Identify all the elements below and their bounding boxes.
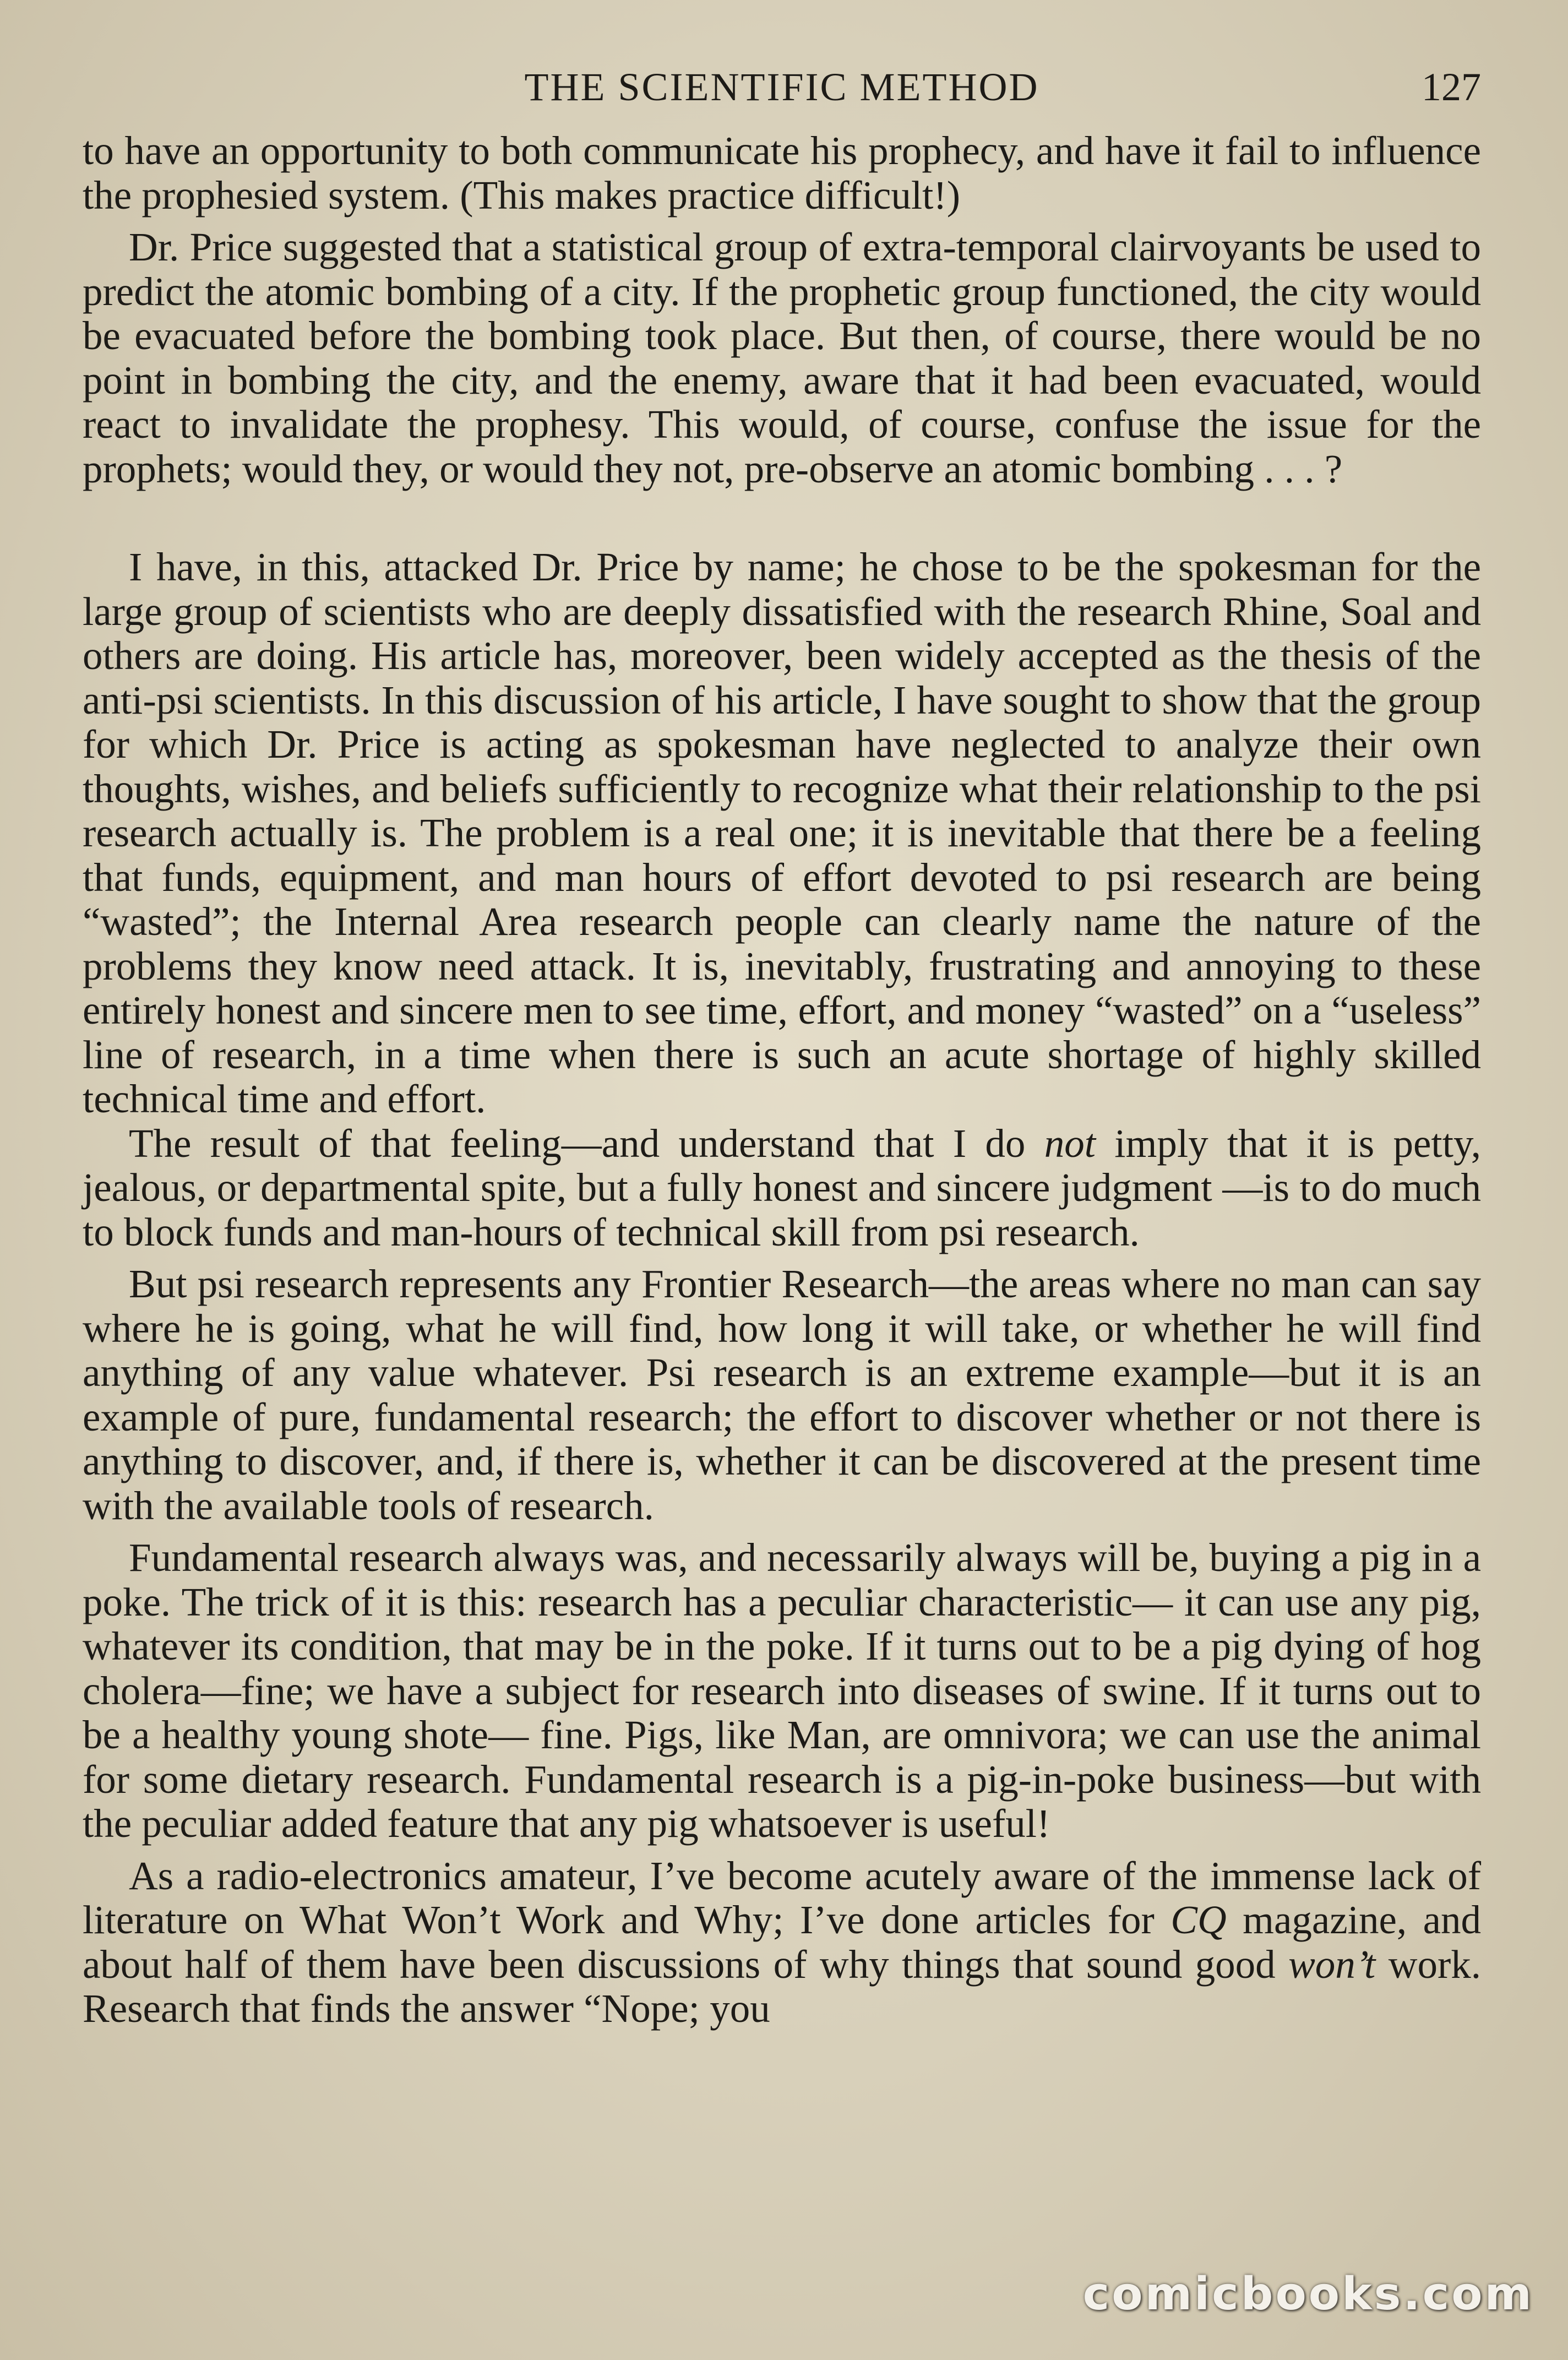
text-run: The result of that feeling—and understand that I do (129, 1121, 1044, 1166)
watermark: comicbooks.com (1082, 2268, 1534, 2320)
emphasis: not (1044, 1121, 1096, 1166)
text-run: Fundamental research always was, and necessarily always will be, buying a pig in a poke. The trick of it is this: research has a peculiar characteristic— it can use any pig, whatever its condition, that may be in the poke. If it turns out to be a pig dying of hog cholera—fine; we have a subject for research into diseases of swine. If it turns out to be a healthy young shote— fine. Pigs, like Man, are omnivora; we can use the animal for some dietary research. Fundamental research is a pig-in-poke business—but with the peculiar added feature that any pig whatsoever is useful! (83, 1535, 1481, 1846)
text-run: magazine, and about half of them have been discussions of why things that sound good (83, 1897, 1481, 1987)
text-run: Dr. Price suggested that a statistical group of extra-temporal clairvoyants be used to predict the atomic bombing of a city. If the prophetic group functioned, the city would be evacuated before the bombing took place. But then, of course, there would be no point in bombing the city, and the enemy, aware that it had been evacuated, would react to invalidate the prophesy. This would, of course, confuse the issue for the prophets; would they, or would they not, pre-observe an atomic bombing . . . ? (83, 225, 1481, 491)
paragraph-7 (83, 1854, 1481, 2031)
paragraph-4 (83, 1122, 1481, 1255)
paragraph-5 (83, 1262, 1481, 1528)
page-header (83, 59, 1481, 115)
running-head: THE SCIENTIFIC METHOD (524, 65, 1039, 109)
paragraph-3 (83, 545, 1481, 1122)
text-run: work. Research that finds the answer “Nope; you (83, 1942, 1482, 2031)
text-run: But psi research represents any Frontier Research—the areas where no man can say where he is going, what he will find, how long it will take, or whether he will find anything of any value whatever. Psi research is an extreme example—but it is an example of pure, fundamental research; the effort to discover whether or not there is anything to discover, and, if there is, whether it can be discovered at the present time with the available tools of research. (83, 1261, 1481, 1528)
paragraph-6 (83, 1536, 1481, 1846)
paragraph-2 (83, 225, 1481, 491)
body-text (83, 129, 1481, 2031)
emphasis: won’t (1288, 1942, 1376, 1987)
paragraph-1 (83, 129, 1481, 217)
text-run: As a radio-electronics amateur, I’ve become acutely aware of the immense lack of literature on What Won’t Work and Why; I’ve done articles for (83, 1853, 1481, 1942)
text-run: I have, in this, attacked Dr. Price by name; he chose to be the spokesman for the large group of scientists who are deeply dissatisfied with the research Rhine, Soal and others are doing. His article has, moreover, been widely accepted as the thesis of the anti-psi scientists. In this discussion of his article, I have sought to show that the group for which Dr. Price is acting as spokesman have neglected to analyze their own thoughts, wishes, and beliefs sufficiently to recognize what their relationship to the psi research actually is. The problem is a real one; it is inevitable that there be a feeling that funds, equipment, and man hours of effort devoted to psi research are being “wasted”; the Internal Area research people can clearly name the nature of the problems they know need attack. It is, inevitably, frustrating and annoying to these entirely honest and sincere men to see time, effort, and money “wasted” on a “useless” line of research, in a time when there is such an acute shortage of highly skilled technical time and effort. (83, 545, 1481, 1121)
emphasis: CQ (1170, 1897, 1227, 1942)
text-run: to have an opportunity to both communicate his prophecy, and have it fail to influence the prophesied system. (This makes practice difficult!) (83, 128, 1481, 217)
text-run: imply that it is petty, jealous, or departmental spite, but a fully honest and sincere judgment —is to do much to block funds and man-hours of technical skill from psi research. (83, 1121, 1481, 1254)
page-number: 127 (1422, 65, 1481, 109)
